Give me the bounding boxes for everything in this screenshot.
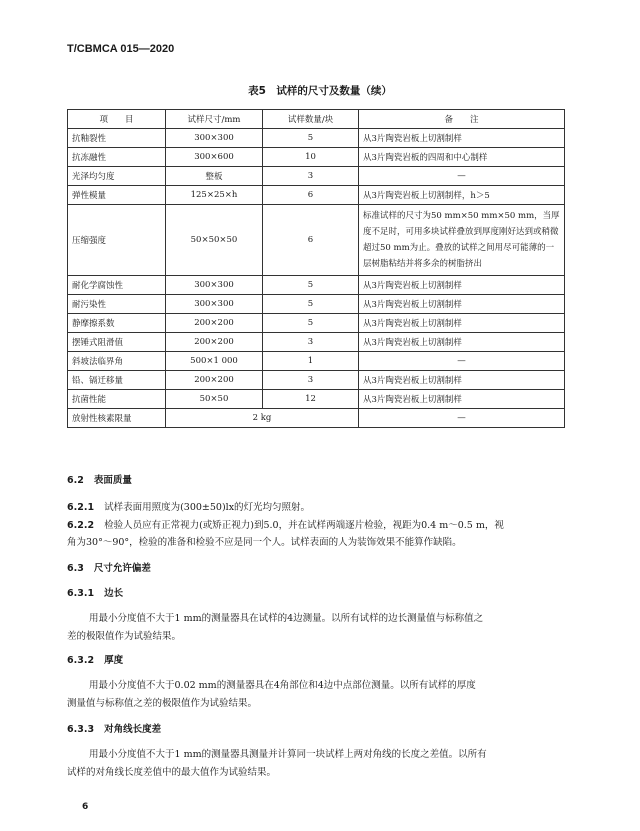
item-cell: 耐化学腐蚀性 bbox=[68, 276, 166, 295]
item-cell: 抗釉裂性 bbox=[68, 129, 166, 148]
quantity-cell: 6 bbox=[263, 186, 359, 205]
size-cell: 整板 bbox=[166, 167, 263, 186]
note-cell: 从3片陶瓷岩板上切割制样 bbox=[359, 333, 565, 352]
size-cell: 200×200 bbox=[166, 314, 263, 333]
quantity-cell: 5 bbox=[263, 314, 359, 333]
table-row bbox=[68, 409, 565, 428]
item-cell: 弹性模量 bbox=[68, 186, 166, 205]
size-cell: 50×50×50 bbox=[166, 205, 263, 276]
quantity-cell: 3 bbox=[263, 167, 359, 186]
table-row bbox=[68, 333, 565, 352]
section-number: 6.2.1 bbox=[67, 502, 95, 513]
section-title: 边长 bbox=[104, 588, 124, 599]
size-cell: 125×25×h bbox=[166, 186, 263, 205]
size-cell: 300×300 bbox=[166, 295, 263, 314]
paragraph-text: 试样表面用照度为(300±50)lx的灯光均匀照射。 bbox=[104, 502, 311, 513]
table-title: 表5 试样的尺寸及数量（续） bbox=[248, 85, 392, 97]
note-cell: 从3片陶瓷岩板上切割制样 bbox=[359, 314, 565, 333]
standard-number: T/CBMCA 015—2020 bbox=[67, 43, 175, 55]
section-number: 6.3.2 bbox=[67, 655, 95, 666]
item-cell: 抗冻融性 bbox=[68, 148, 166, 167]
note-cell: 从3片陶瓷岩板上切割制样，h＞5 bbox=[359, 186, 565, 205]
note-cell: — bbox=[359, 167, 565, 186]
paragraph-line: 差的极限值作为试验结果。 bbox=[67, 631, 182, 642]
section-heading bbox=[67, 652, 123, 666]
table-row bbox=[68, 129, 565, 148]
quantity-cell: 5 bbox=[263, 276, 359, 295]
table-row bbox=[68, 167, 565, 186]
paragraph-line: 用最小分度值不大于1 mm的测量器具在试样的4边测量。以所有试样的边长测量值与标称值之 bbox=[89, 613, 484, 624]
quantity-cell: 1 bbox=[263, 352, 359, 371]
paragraph-line: 用最小分度值不大于0.02 mm的测量器具在4角部位和4边中点部位测量。以所有试样的厚度 bbox=[89, 680, 476, 691]
section-heading bbox=[67, 585, 123, 599]
item-cell: 压缩强度 bbox=[68, 205, 166, 276]
paragraph bbox=[67, 517, 504, 531]
item-cell: 摆锤式阻滑值 bbox=[68, 333, 166, 352]
item-cell: 抗菌性能 bbox=[68, 390, 166, 409]
size-cell: 300×600 bbox=[166, 148, 263, 167]
item-cell: 光泽均匀度 bbox=[68, 167, 166, 186]
item-cell: 铅、镉迁移量 bbox=[68, 371, 166, 390]
section-title: 对角线长度差 bbox=[104, 724, 162, 735]
column-header: 项 目 bbox=[68, 110, 166, 129]
quantity-cell: 5 bbox=[263, 129, 359, 148]
item-cell: 斜坡法临界角 bbox=[68, 352, 166, 371]
size-cell: 50×50 bbox=[166, 390, 263, 409]
table-row bbox=[68, 148, 565, 167]
table-row bbox=[68, 371, 565, 390]
section-number: 6.3 bbox=[67, 563, 84, 574]
page-number: 6 bbox=[82, 802, 89, 812]
quantity-cell: 3 bbox=[263, 371, 359, 390]
section-title: 尺寸允许偏差 bbox=[93, 563, 151, 574]
section-heading bbox=[67, 721, 161, 735]
section-heading bbox=[67, 472, 132, 486]
note-cell: 从3片陶瓷岩板上切割制样 bbox=[359, 295, 565, 314]
size-cell: 200×200 bbox=[166, 371, 263, 390]
size-cell: 200×200 bbox=[166, 333, 263, 352]
section-title: 厚度 bbox=[104, 655, 124, 666]
note-cell: — bbox=[359, 409, 565, 428]
paragraph-line: 试样的对角线长度差值中的最大值作为试验结果。 bbox=[67, 767, 277, 778]
paragraph-line: 角为30°～90°，检验的准备和检验不应是同一个人。试样表面的人为装饰效果不能算作缺陷。 bbox=[67, 537, 462, 548]
column-header: 试样尺寸/mm bbox=[166, 110, 263, 129]
section-heading bbox=[67, 560, 151, 574]
quantity-cell: 10 bbox=[263, 148, 359, 167]
size-cell: 300×300 bbox=[166, 129, 263, 148]
quantity-cell: 12 bbox=[263, 390, 359, 409]
section-number: 6.2 bbox=[67, 475, 84, 486]
paragraph-line: 测量值与标称值之差的极限值作为试验结果。 bbox=[67, 698, 258, 709]
item-cell: 静摩擦系数 bbox=[68, 314, 166, 333]
sample-size-table bbox=[67, 109, 565, 428]
section-number: 6.3.3 bbox=[67, 724, 95, 735]
table-row bbox=[68, 276, 565, 295]
note-cell: 从3片陶瓷岩板上切割制样 bbox=[359, 129, 565, 148]
note-cell: 从3片陶瓷岩板上切割制样 bbox=[359, 371, 565, 390]
size-cell: 300×300 bbox=[166, 276, 263, 295]
table-row bbox=[68, 295, 565, 314]
size-quantity-cell: 2 kg bbox=[166, 409, 359, 428]
note-cell: 标准试样的尺寸为50 mm×50 mm×50 mm，当厚度不足时，可用多块试样叠放到厚度刚好达到或稍微超过50 mm为止。叠放的试样之间用尽可能薄的一层树脂粘结并将多余的树脂挤出 bbox=[359, 205, 565, 276]
paragraph-text: 检验人员应有正常视力(或矫正视力)到5.0，并在试样两端逐片检验，视距为0.4 m～0.5 m，视 bbox=[104, 520, 504, 531]
section-title: 表面质量 bbox=[93, 475, 132, 486]
section-number: 6.2.2 bbox=[67, 520, 95, 531]
size-cell: 500×1 000 bbox=[166, 352, 263, 371]
note-cell: — bbox=[359, 352, 565, 371]
table-row bbox=[68, 390, 565, 409]
table-row bbox=[68, 186, 565, 205]
paragraph-line: 用最小分度值不大于1 mm的测量器具测量并计算同一块试样上两对角线的长度之差值。以所有 bbox=[89, 749, 487, 760]
section-number: 6.3.1 bbox=[67, 588, 95, 599]
quantity-cell: 3 bbox=[263, 333, 359, 352]
quantity-cell: 6 bbox=[263, 205, 359, 276]
quantity-cell: 5 bbox=[263, 295, 359, 314]
note-cell: 从3片陶瓷岩板上切割制样 bbox=[359, 390, 565, 409]
note-cell: 从3片陶瓷岩板上切割制样 bbox=[359, 276, 565, 295]
table-row bbox=[68, 205, 565, 276]
paragraph bbox=[67, 499, 310, 513]
item-cell: 耐污染性 bbox=[68, 295, 166, 314]
column-header: 备 注 bbox=[359, 110, 565, 129]
table-header-row bbox=[68, 110, 565, 129]
item-cell: 放射性核素限量 bbox=[68, 409, 166, 428]
column-header: 试样数量/块 bbox=[263, 110, 359, 129]
table-row bbox=[68, 314, 565, 333]
note-cell: 从3片陶瓷岩板的四周和中心制样 bbox=[359, 148, 565, 167]
table-row bbox=[68, 352, 565, 371]
